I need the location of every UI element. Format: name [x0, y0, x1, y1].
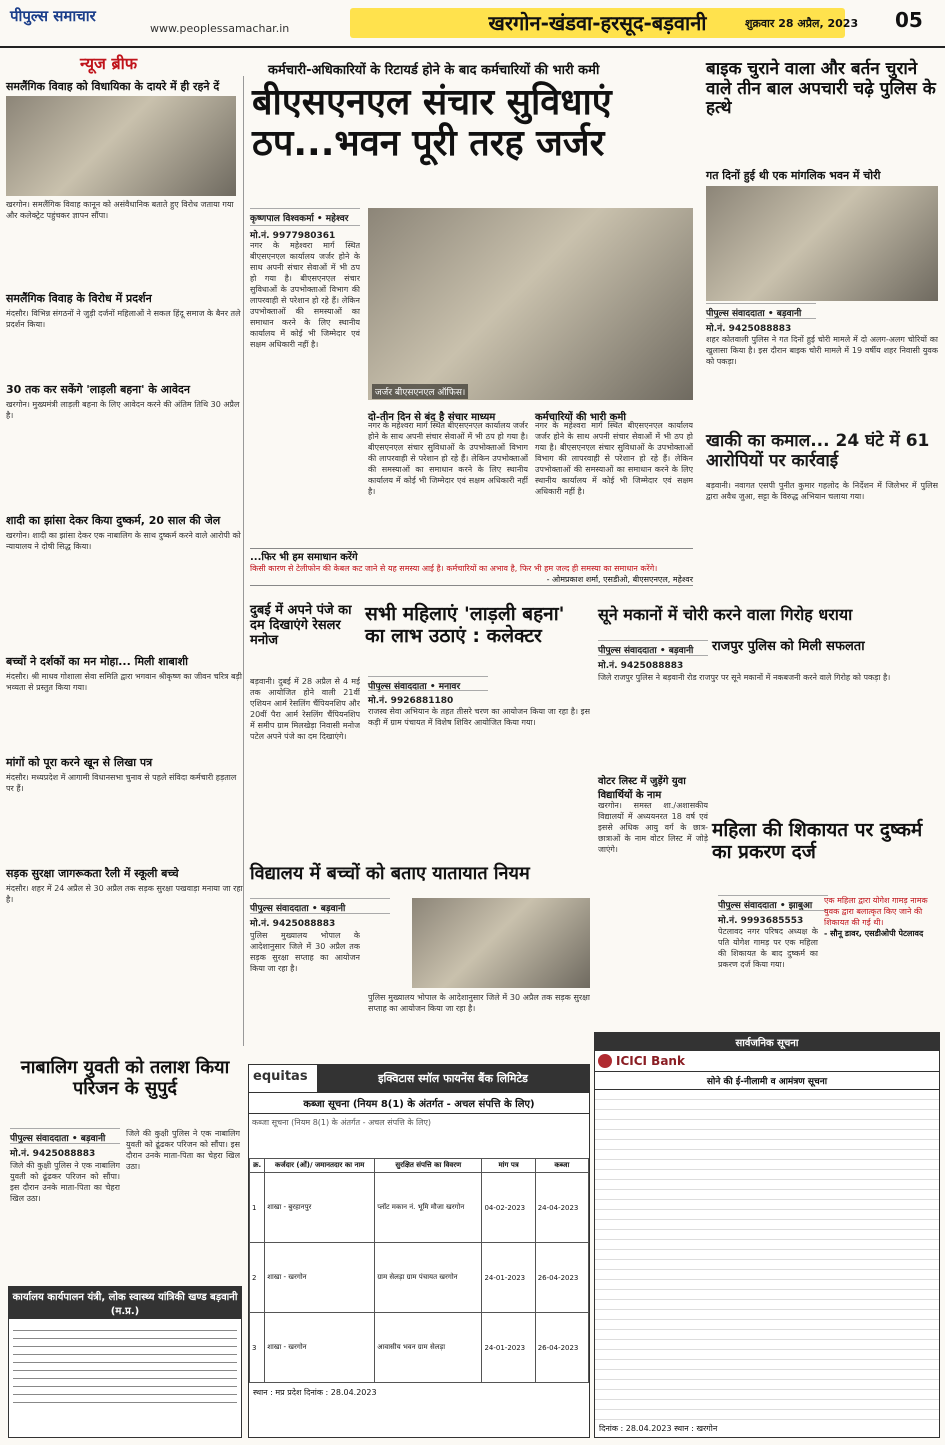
nabalig-phone: मो.नं. 9425088883 — [10, 1143, 120, 1159]
school-body: पुलिस मुख्यालय भोपाल के आदेशानुसार जिले में 30 अप्रैल तक सड़क सुरक्षा सप्ताह का आयोजन किया जा रहा है। — [250, 931, 360, 973]
table-row — [250, 1173, 589, 1243]
school-body-2: पुलिस मुख्यालय भोपाल के आदेशानुसार जिले में 30 अप्रैल तक सड़क सुरक्षा सप्ताह का आयोजन किया जा रहा है। — [368, 993, 590, 1013]
lead-body-2: नगर के महेश्वरा मार्ग स्थित बीएसएनएल कार्यालय जर्जर होने के साथ अपनी संचार सेवाओं में भी ठप हो गया है। बीएसएनएल संचार सुविधाओं के उपभोक्ताओं विभाग की लापरवाही से परेशान हो रहे हैं। लेकिन उपभोक्ताओं की समस्याओं का समाधान करने के लिए स्थानीय कार्यालय में कोई भी जिम्मेदार एवं सक्षम अधिकारी नहीं है। — [368, 421, 528, 496]
lead-byline: कृष्णपाल विश्वकर्मा • महेश्वर — [250, 208, 360, 224]
brief-headline: समलैंगिक विवाह को विधायिका के दायरे में ही रहने दें — [6, 80, 220, 93]
lead-quote-box — [250, 548, 693, 586]
equitas-subtitle: कब्जा सूचना (नियम 8(1) के अंतर्गत - अचल संपत्ति के लिए) — [249, 1093, 589, 1114]
equitas-header — [249, 1065, 589, 1093]
brief-text: खरगोन। शादी का झांसा देकर एक नाबालिग के साथ दुष्कर्म करने वाले आरोपी को न्यायालय ने दोषी सिद्ध किया। — [6, 531, 241, 551]
lead-photo — [368, 208, 693, 400]
brief-headline: 30 तक कर सकेंगे 'लाड़ली बहना' के आवेदन — [6, 383, 190, 396]
right-top-body: शहर कोतवाली पुलिस ने गत दिनों हुई चोरी मामले में दो अलग-अलग चोरियों का खुलासा किया है। इस दौरान बाइक चोरी मामले में 19 वर्षीय शहर निवासी युवक को पकड़ा। — [706, 335, 938, 366]
brief-headline: शादी का झांसा देकर किया दुष्कर्म, 20 साल की जेल — [6, 514, 221, 527]
news-brief-column — [6, 76, 244, 1046]
soone-headline: सूने मकानों में चोरी करने वाला गिरोह धराया — [598, 605, 853, 624]
mahila-phone: मो.नं. 9993685553 — [718, 910, 828, 926]
school-headline: विद्यालय में बच्चों को बताए यातायात नियम — [250, 863, 530, 884]
icici-logo-icon — [598, 1054, 612, 1068]
table-cell: 26-04-2023 — [535, 1313, 588, 1383]
table-cell: 04-02-2023 — [482, 1173, 535, 1243]
table-cell: 2 — [250, 1243, 265, 1313]
table-cell: 24-04-2023 — [535, 1173, 588, 1243]
school-phone: मो.नं. 9425088883 — [250, 913, 390, 929]
khaki-headline: खाकी का कमाल... 24 घंटे में 61 आरोपियों पर कार्रवाई — [706, 431, 930, 471]
brief-text: खरगोन। समलैंगिक विवाह कानून को असंवैधानिक बताते हुए विरोध जताया गया और कलेक्ट्रेट पहुंचकर ज्ञापन सौंपा। — [6, 200, 234, 220]
lead-subhead: दो-तीन दिन से बंद है संचार माध्यम — [368, 412, 496, 423]
table-row — [250, 1243, 589, 1313]
equitas-table — [249, 1158, 589, 1383]
table-cell: ग्राम सेलड़ा ग्राम पंचायत खरगोन — [375, 1243, 482, 1313]
newspaper-logo: पीपुल्स समाचार — [10, 7, 96, 25]
icici-subtitle: सोने की ई-नीलामी व आमंत्रण सूचना — [595, 1071, 939, 1090]
brief-title: न्यूज ब्रीफ — [80, 54, 138, 73]
quote-attribution: - ओमप्रकाश शर्मा, एसडीओ, बीएसएनएल, महेश्वर — [546, 575, 693, 584]
mahila-quote-text: एक महिला द्वारा योगेश गामड़ नामक युवक द्वारा बलात्कृत किए जाने की शिकायत की गई थी। — [824, 896, 928, 927]
brief-text: मंदसौर। मध्यप्रदेश में आगामी विधानसभा चुनाव से पहले संविदा कर्मचारी हड़ताल पर हैं। — [6, 773, 237, 793]
table-cell: आवासीय भवन ग्राम सेलड़ा — [375, 1313, 482, 1383]
police-photo — [706, 186, 938, 301]
icici-brand: ICICI Bank — [616, 1054, 685, 1068]
right-top-kicker: गत दिनों हुई थी एक मांगलिक भवन में चोरी — [706, 169, 881, 182]
school-photo — [412, 898, 590, 988]
table-cell: 3 — [250, 1313, 265, 1383]
dubai-headline: दुबई में अपने पंजे का दम दिखाएंगे रेसलर मनोज — [250, 603, 352, 648]
section-title-text: खरगोन-खंडवा-हरसूद-बड़वानी — [488, 11, 707, 35]
tender-title: कार्यालय कार्यपालन यंत्री, लोक स्वास्थ्य यांत्रिकी खण्ड बड़वानी (म.प्र.) — [9, 1287, 241, 1319]
nabalig-body: जिले की कुक्षी पुलिस ने एक नाबालिग युवती को ढूंढकर परिजन को सौंपा। इस दौरान उनके माता-पिता का चेहरा खिल उठा। — [10, 1161, 120, 1203]
table-header: कब्जा — [535, 1159, 588, 1173]
page-number: 05 — [895, 8, 923, 32]
brief-headline: बच्चों ने दर्शकों का मन मोहा... मिली शाबाशी — [6, 655, 188, 668]
icici-notice-title: सार्वजनिक सूचना — [595, 1033, 939, 1051]
icici-header — [595, 1051, 939, 1071]
lead-headline: बीएसएनएल संचार सुविधाएं ठप...भवन पूरी तरह जर्जर — [252, 82, 612, 165]
table-header: कर्जदार (ओं)/ जमानतदार का नाम — [265, 1159, 375, 1173]
tender-lines — [9, 1319, 241, 1414]
soone-subhead: राजपुर पुलिस को मिली सफलता — [712, 639, 865, 654]
nabalig-body-2: जिले की कुक्षी पुलिस ने एक नाबालिग युवती को ढूंढकर परिजन को सौंपा। इस दौरान उनके माता-पिता का चेहरा खिल उठा। — [126, 1129, 240, 1171]
equitas-title: इक्विटास स्मॉल फायनेंस बैंक लिमिटेड — [317, 1065, 589, 1092]
nabalig-byline: पीपुल्स संवाददाता • बड़वानी — [10, 1128, 120, 1144]
icici-ad — [594, 1032, 940, 1438]
soone-phone: मो.नं. 9425088883 — [598, 655, 708, 671]
mahila-quote — [824, 895, 938, 939]
icici-listing — [595, 1090, 939, 1421]
quote-text: किसी कारण से टेलीफोन की केबल कट जाने से यह समस्या आई है। कर्मचारियों का अभाव है, फिर भी हम जल्द ही समस्या का समाधान करेंगे। — [250, 564, 658, 573]
table-cell: 1 — [250, 1173, 265, 1243]
website-url[interactable]: www.peoplessamachar.in — [150, 22, 290, 35]
right-top-phone: मो.नं. 9425088883 — [706, 318, 816, 334]
icici-footer: दिनांक : 28.04.2023 स्थान : खरगोन — [599, 1424, 718, 1433]
ladli-headline: सभी महिलाएं 'लाड़ली बहना' का लाभ उठाएं : कलेक्टर — [365, 603, 565, 647]
brief-text: मंदसौर। शहर में 24 अप्रैल से 30 अप्रैल तक सड़क सुरक्षा पखवाड़ा मनाया जा रहा है। — [6, 884, 243, 904]
equitas-footer: स्थान : मप्र प्रदेश दिनांक : 28.04.2023 — [253, 1388, 377, 1397]
soone-byline: पीपुल्स संवाददाता • बड़वानी — [598, 640, 708, 656]
dubai-body: बड़वानी। दुबई में 28 अप्रैल से 4 मई तक आयोजित होने वाली 21वीं एशियन आर्म रेसलिंग चैंपियनशिप और 20वीं पैरा आर्म रेसलिंग चैंपियनशिप में समीप ग्राम मिलखेड़ा निवासी मनोज पटेल अपने पंजे का दम दिखाएंगे। — [250, 677, 360, 741]
right-top-byline: पीपुल्स संवाददाता • बड़वानी — [706, 303, 816, 319]
khaki-body: बड़वानी। नवागत एसपी पुनीत कुमार गहलोद के निर्देशन में जिलेभर में पुलिस द्वारा अवैध जुआ, सट्टा के विरुद्ध अभियान चलाया गया। — [706, 481, 938, 501]
table-header: क्र. — [250, 1159, 265, 1173]
table-cell: 26-04-2023 — [535, 1243, 588, 1313]
table-header: मांग पत्र — [482, 1159, 535, 1173]
lead-subhead: कर्मचारियों की भारी कमी — [535, 412, 626, 423]
brief-headline: समलैंगिक विवाह के विरोध में प्रदर्शन — [6, 292, 152, 305]
equitas-intro: कब्जा सूचना (नियम 8(1) के अंतर्गत - अचल संपत्ति के लिए) — [252, 1118, 432, 1127]
ladli-phone: मो.नं. 9926881180 — [368, 690, 488, 706]
soone-body-2: खरगोन। समस्त शा./अशासकीय विद्यालयों में अध्ययनरत 18 वर्ष एवं इससे अधिक आयु वर्ग के छात्र-छात्राओं के नाम वोटर लिस्ट में जोड़े जाएंगे। — [598, 801, 708, 854]
right-top-headline: बाइक चुराने वाला और बर्तन चुराने वाले तीन बाल अपचारी चढ़े पुलिस के हत्थे — [706, 59, 936, 119]
table-cell: प्लॉट मकान नं. भूमि मौजा खरगोन — [375, 1173, 482, 1243]
brief-text: मंदसौर। विभिन्न संगठनों ने जुड़ी दर्जनों महिलाओं ने सकल हिंदू समाज के बैनर तले प्रदर्शन किया। — [6, 309, 241, 329]
tender-ad — [8, 1286, 242, 1438]
equitas-logo: equitas — [253, 1069, 308, 1084]
nabalig-headline: नाबालिग युवती को तलाश किया परिजन के सुपुर्द — [20, 1057, 230, 1099]
brief-headline: मांगों को पूरा करने खून से लिखा पत्र — [6, 756, 153, 769]
soone-body: जिले राजपुर पुलिस ने बड़वानी रोड राजपुर पर सूने मकानों में नकबजनी करने वाले गिरोह को पकड़ा है। — [598, 673, 891, 682]
ladli-byline: पीपुल्स संवाददाता • मनावर — [368, 676, 488, 692]
lead-kicker: कर्मचारी-अधिकारियों के रिटायर्ड होने के बाद कर्मचारियों की भारी कमी — [268, 63, 600, 78]
mahila-byline: पीपुल्स संवाददाता • झाबुआ — [718, 895, 828, 911]
mahila-quote-by: - सौनू डावर, एसडीओपी पेटलावद — [824, 929, 924, 938]
brief-headline: सड़क सुरक्षा जागरूकता रैली में स्कूली बच्चे — [6, 867, 179, 880]
table-cell: 24-01-2023 — [482, 1313, 535, 1383]
soone-subhead-2: वोटर लिस्ट में जुड़ेंगे युवा विद्यार्थियों के नाम — [598, 776, 686, 801]
ladli-body: राजस्व सेवा अभियान के तहत तीसरे चरण का आयोजन किया जा रहा है। इस कड़ी में ग्राम पंचायत में विशेष शिविर आयोजित किया गया। — [368, 707, 590, 727]
lead-phone: मो.नं. 9977980361 — [250, 225, 360, 241]
table-cell: शाखा - बुरहानपुर — [265, 1173, 375, 1243]
brief-text: मंदसौर। श्री माधव गोशाला सेवा समिति द्वारा भगवान श्रीकृष्ण का जीवन चरित्र बड़ी भव्यता से प्रस्तुत किया गया। — [6, 672, 242, 692]
lead-photo-caption: जर्जर बीएसएनएल ऑफिस। — [372, 384, 468, 399]
lead-body: नगर के महेश्वरा मार्ग स्थित बीएसएनएल कार्यालय जर्जर होने के साथ अपनी संचार सेवाओं में भी ठप हो गया है। बीएसएनएल संचार सुविधाओं के उपभोक्ताओं विभाग की लापरवाही से परेशान हो रहे हैं। लेकिन उपभोक्ताओं की समस्याओं का समाधान करने के लिए स्थानीय कार्यालय में कोई भी जिम्मेदार एवं सक्षम अधिकारी नहीं है। — [250, 241, 360, 349]
equitas-ad — [248, 1064, 590, 1438]
quote-head: ...फिर भी हम समाधान करेंगे — [250, 552, 358, 563]
table-cell: शाखा - खरगोन — [265, 1313, 375, 1383]
table-header: सुरक्षित संपत्ति का विवरण — [375, 1159, 482, 1173]
table-cell: 24-01-2023 — [482, 1243, 535, 1313]
lead-body-3: नगर के महेश्वरा मार्ग स्थित बीएसएनएल कार्यालय जर्जर होने के साथ अपनी संचार सेवाओं में भी ठप हो गया है। बीएसएनएल संचार सुविधाओं के उपभोक्ताओं विभाग की लापरवाही से परेशान हो रहे हैं। लेकिन उपभोक्ताओं की समस्याओं का समाधान करने के लिए स्थानीय कार्यालय में कोई भी जिम्मेदार एवं सक्षम अधिकारी नहीं है। — [535, 421, 693, 496]
school-byline: पीपुल्स संवाददाता • बड़वानी — [250, 898, 390, 914]
table-row — [250, 1313, 589, 1383]
brief-photo — [6, 96, 236, 196]
table-cell: शाखा - खरगोन — [265, 1243, 375, 1313]
mahila-body: पेटलावद नगर परिषद अध्यक्ष के पति योगेश गामड़ पर एक महिला की शिकायत के बाद दुष्कर्म का प्रकरण दर्ज किया गया। — [718, 927, 818, 969]
mahila-headline: महिला की शिकायत पर दुष्कर्म का प्रकरण दर्ज — [712, 819, 923, 863]
issue-date: शुक्रवार 28 अप्रैल, 2023 — [745, 17, 859, 30]
brief-text: खरगोन। मुख्यमंत्री लाड़ली बहना के लिए आवेदन करने की अंतिम तिथि 30 अप्रैल है। — [6, 400, 240, 420]
